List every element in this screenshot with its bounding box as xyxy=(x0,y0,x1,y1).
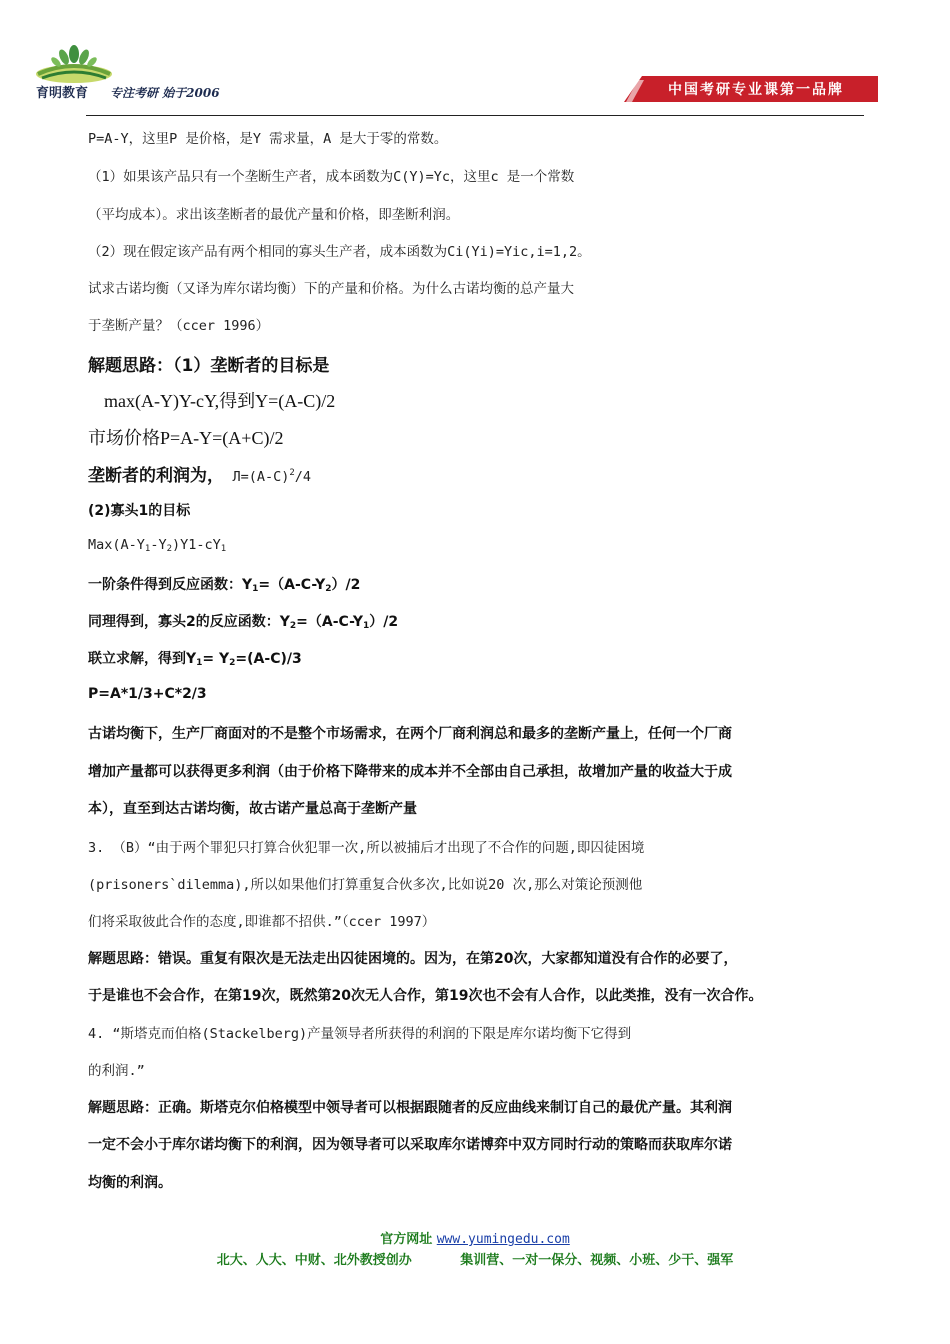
brand-slogan: 中国考研专业课第一品牌 xyxy=(668,82,844,98)
question-3-line: (prisoners`dilemma),所以如果他们打算重复合伙多次,比如说20 次,那么对策论预测他 xyxy=(88,877,643,893)
explanation-line: 本），直至到达古诺均衡，故古诺产量总高于垄断产量 xyxy=(88,801,417,817)
footer-site-label: 官方网址 xyxy=(380,1232,433,1247)
logo xyxy=(34,44,254,106)
monopoly-profit xyxy=(88,461,311,486)
explanation-line: 古诺均衡下，生产厂商面对的不是整个市场需求，在两个厂商利润总和最多的垄断产量上，任何一个厂商 xyxy=(88,726,732,742)
question-4-line: 4. “斯塔克而伯格(Stackelberg)产量领导者所获得的利润的下限是库尔诺均衡下它得到 xyxy=(88,1026,632,1042)
logo-wheat-icon xyxy=(34,44,114,86)
question-line: 于垄断产量？（ccer 1996） xyxy=(88,318,270,334)
question-4-line: 的利润.” xyxy=(88,1063,145,1079)
oligopoly-objective: $Max(A-Y_1-Y_2)Y1-cY_1$ xyxy=(88,537,227,554)
logo-name: 育明教育 xyxy=(36,86,89,101)
answer-3-line: 于是谁也不会合作，在第19次，既然第20次无人合作，第19次也不会有人合作，以此类推，没有一次合作。 xyxy=(88,988,763,1004)
header-divider xyxy=(86,115,864,116)
footer-left-text: 北大、人大、中财、北外教授创办 xyxy=(216,1253,412,1268)
footer-website xyxy=(0,1228,950,1247)
explanation-line: 增加产量都可以获得更多利润（由于价格下降带来的成本并不全部由自己承担，故增加产量的收益大于成 xyxy=(88,764,732,780)
cournot-price: P=A*1/3+C*2/3 xyxy=(88,686,207,702)
monopoly-objective: max(A-Y)Y-cY,得到Y=(A-C)/2 xyxy=(104,391,336,411)
question-line: 试求古诺均衡（又译为库尔诺均衡）下的产量和价格。为什么古诺均衡的总产量大 xyxy=(88,281,574,297)
reaction-function-1: 一阶条件得到反应函数：$Y_1=(A-C-Y_2)/2$ xyxy=(88,577,361,594)
profit-label: 垄断者的利润为， xyxy=(88,466,224,486)
joint-solution: 联立求解，得到$Y_1= Y_2=(A-C)/3$ xyxy=(88,651,302,668)
market-price: 市场价格P=A-Y=(A+C)/2 xyxy=(88,428,284,448)
question-3-line: 3. （B）“由于两个罪犯只打算合伙犯罪一次,所以被捕后才出现了不合作的问题,即囚徒困境 xyxy=(88,840,645,856)
footer-right-text: 集训营、一对一保分、视频、小班、少干、强军 xyxy=(460,1253,734,1268)
footer-tagline xyxy=(0,1249,950,1268)
page-header xyxy=(0,0,950,120)
answer-4-line: 一定不会小于库尔诺均衡下的利润，因为领导者可以采取库尔诺博弈中双方同时行动的策略而获取库尔诺 xyxy=(88,1137,732,1153)
solution-heading: 解题思路：（1）垄断者的目标是 xyxy=(88,356,330,376)
question-3-line: 们将采取彼此合作的态度,即谁都不招供.”（ccer 1997） xyxy=(88,914,436,930)
question-line: P=A-Y，这里P 是价格，是Y 需求量，A 是大于零的常数。 xyxy=(88,131,448,147)
question-line: （平均成本）。求出该垄断者的最优产量和价格，即垄断利润。 xyxy=(88,207,460,223)
footer-site-link[interactable]: www.yumingedu.com xyxy=(436,1232,570,1247)
logo-slogan: 专注考研 始于2006 xyxy=(110,86,220,100)
answer-4-line: 解题思路：正确。斯塔克尔伯格模型中领导者可以根据跟随者的反应曲线来制订自己的最优产量。其利润 xyxy=(88,1100,732,1116)
question-line: （2）现在假定该产品有两个相同的寡头生产者，成本函数为Ci(Yi)=Yic,i=1,2。 xyxy=(88,244,591,260)
reaction-function-2: 同理得到，寡头2的反应函数：$Y_2=(A-C-Y_1)/2$ xyxy=(88,614,399,631)
answer-4-line: 均衡的利润。 xyxy=(88,1175,172,1191)
answer-3-line: 解题思路：错误。重复有限次是无法走出囚徒困境的。因为，在第20次，大家都知道没有合作的必要了， xyxy=(88,951,738,967)
question-line: （1）如果该产品只有一个垄断生产者，成本函数为C(Y)=Yc，这里c 是一个常数 xyxy=(88,169,575,185)
profit-formula: $Л=(A-C)^2/4$ xyxy=(232,468,312,485)
oligopoly-heading: (2)寡头1的目标 xyxy=(88,503,191,519)
